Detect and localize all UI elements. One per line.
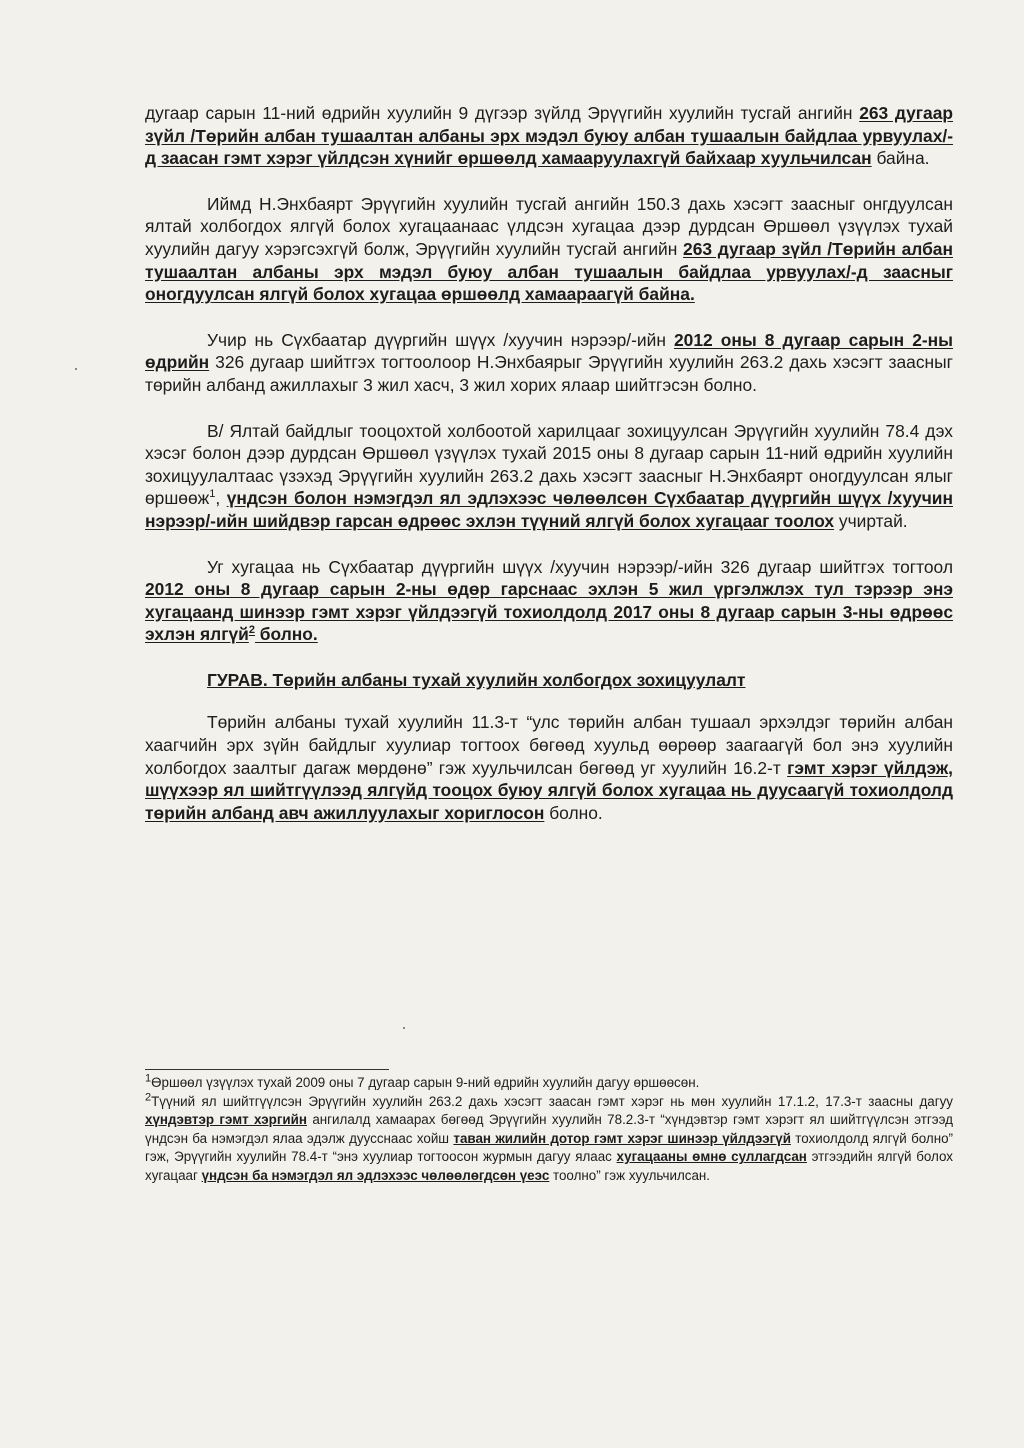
paragraph-text: В/ Ялтай байдлыг тооцохтой холбоотой харилцааг зохицуулсан Эрүүгийн хуулийн 78.4 дэх хэсэг болон дээр дурдсан Өршөөл үзүүлэх тухай 2015 оны 8 дугаар сарын 11-ний өдрийн хуулийн зохицуулалтаас үзэхэд Эрүүгийн хуулийн 263.2 дахь хэсэгт заасныг Н.Энхбаярт оногдуулсан ялыг өршөөж xyxy=(145,420,953,509)
paragraph-text: Иймд Н.Энхбаярт Эрүүгийн хуулийн тусгай ангийн 150.3 дахь хэсэгт заасныг онгдуулсан ялтай холбогдох ялгүй болох хугацаанаас үлдсэн хугацаа дээр дурдсан Өршөөл үзүүлэх тухай хуулийн дагуу хэрэгсэхгүй болж, Эрүүгийн хуулийн тусгай ангийн xyxy=(145,193,953,259)
paragraph-4 xyxy=(145,420,953,533)
footnote-separator xyxy=(145,1069,389,1070)
footnote-emphasis: үндсэн ба нэмэгдэл ял эдлэхээс чөлөөлөгдсөн үеэс xyxy=(201,1167,550,1183)
emphasized-text: 263 дугаар зүйл /Төрийн албан тушаалтан албаны эрх мэдэл буюу албан тушаалын байдлаа урвуулах/-д заасныг оногдуулсан ялгүй болох хугацаа өршөөлд хамаараагүй байна. xyxy=(145,238,953,305)
footnote-emphasis: хүндэвтэр гэмт хэргийн xyxy=(145,1112,307,1128)
paragraph-text: Учир нь Сүхбаатар дүүргийн шүүх /хуучин нэрээр/-ийн xyxy=(207,329,674,350)
document-body xyxy=(145,102,953,847)
footnote-text: Өршөөл үзүүлэх тухай 2009 оны 7 дугаар сарын 9-ний өдрийн хуулийн дагуу өршөөсөн. xyxy=(151,1075,700,1090)
paragraph-text: Уг хугацаа нь Сүхбаатар дүүргийн шүүх /хуучин нэрээр/-ийн 326 дугаар шийтгэх тогтоол xyxy=(207,556,953,577)
paragraph-text: болно. xyxy=(544,802,603,823)
emphasized-text: үндсэн болон нэмэгдэл ял эдлэхээс чөлөөлсөн Сүхбаатар дүүргийн шүүх /хуучин нэрээр/-ийн шийдвэр гарсан өдрөөс эхлэн түүний ялгүй болох хугацааг тоолох xyxy=(145,488,953,531)
footnote-text: тохиолдолд ялгүй болно” гэж, Эрүүгийн хуулийн 78.4-т “энэ хуулиар тогтоосон журмын дагуу ялаас xyxy=(145,1130,954,1165)
footnote-emphasis: таван жилийн дотор гэмт хэрэг шинээр үйлдээгүй xyxy=(453,1130,791,1146)
scan-speck xyxy=(75,368,77,370)
section-heading: ГУРАВ. Төрийн албаны тухай хуулийн холбогдох зохицуулалт xyxy=(207,669,746,690)
footnotes xyxy=(145,1074,953,1186)
paragraph-text: учиртай. xyxy=(834,510,908,531)
paragraph-6 xyxy=(145,711,953,824)
footnote-text: ангилалд хамаарах бөгөөд Эрүүгийн хуулийн 78.2.3-т “хүндэвтэр гэмт хэрэгт ял шийтгүүлсэн этгээд үндсэн ба нэмэгдэл ялаа эдэлж дуусснаас хойш xyxy=(145,1112,953,1146)
footnote-text: тоолно” гэж хуульчилсан. xyxy=(549,1167,711,1183)
footnote-text: Түүний ял шийтгүүлсэн Эрүүгийн хуулийн 263.2 дахь хэсэгт заасан гэмт хэрэг нь мөн хуулийн 17.1.2, 17.3-т заасны дагуу xyxy=(151,1093,953,1109)
paragraph-text: , xyxy=(215,488,227,509)
footnote-text: этгээдийн ялгүй болох хугацааг xyxy=(145,1149,953,1183)
paragraph-2 xyxy=(145,193,953,306)
footnote-mark: 2 xyxy=(145,1091,152,1104)
footnote-mark: 1 xyxy=(145,1072,152,1085)
emphasized-text: 2012 оны 8 дугаар сарын 2-ны өдөр гарснаас эхлэн 5 жил үргэлжлэх тул тэрээр энэ хугацаанд шинээр гэмт хэрэг үйлдээгүй тохиолдолд 2017 оны 8 дугаар сарын 3-ны өдрөөс эхлэн ялгүй xyxy=(145,579,953,645)
paragraph-3 xyxy=(145,329,953,397)
emphasized-text: болно. xyxy=(254,624,318,645)
paragraph-text: байна. xyxy=(871,148,930,169)
footnote-reference: 2 xyxy=(248,624,255,637)
scan-speck xyxy=(403,1027,405,1029)
paragraph-5 xyxy=(145,556,953,646)
emphasized-text: 263 дугаар зүйл /Төрийн албан тушаалтан албаны эрх мэдэл буюу албан тушаалын байдлаа урвуулах/-д заасан гэмт хэрэг үйлдсэн хүнийг өршөөлд хамааруулахгүй байхаар хуульчилсан xyxy=(145,103,954,169)
paragraph-text: Төрийн албаны тухай хуулийн 11.3-т “улс төрийн албан тушаал эрхэлдэг төрийн албан хаагчийн эрх зүйн байдлыг хуулиар тогтоох бөгөөд хуульд өөрөөр заагаагүй бол энэ хуулийн холбогдох заалтыг дагаж мөрдөнө” гэж хуульчилсан бөгөөд уг хуулийн 16.2-т xyxy=(145,712,953,778)
footnote-reference: 1 xyxy=(209,488,216,501)
footnote-2 xyxy=(145,1093,953,1186)
emphasized-text: 2012 оны 8 дугаар сарын 2-ны өдрийн xyxy=(145,329,954,373)
paragraph-text: 326 дугаар шийтгэх тогтоолоор Н.Энхбаярыг Эрүүгийн хуулийн 263.2 дахь хэсэгт заасныг төрийн албанд ажиллахыг 3 жил хасч, 3 жил хорих ялаар шийтгэсэн болно. xyxy=(145,352,953,395)
footnote-emphasis: хугацааны өмнө суллагдсан xyxy=(616,1149,807,1165)
footnote-1 xyxy=(145,1074,953,1093)
paragraph-1 xyxy=(145,102,953,170)
emphasized-text: гэмт хэрэг үйлдэж, шүүхээр ял шийтгүүлээд ялгүйд тооцох буюу ялгүй болох хугацаа нь дуусаагүй тохиолдолд төрийн албанд авч ажиллуулахыг хориглосон xyxy=(145,757,953,823)
paragraph-text: дугаар сарын 11-ний өдрийн хуулийн 9 дүгээр зүйлд Эрүүгийн хуулийн тусгай ангийн xyxy=(145,103,860,123)
